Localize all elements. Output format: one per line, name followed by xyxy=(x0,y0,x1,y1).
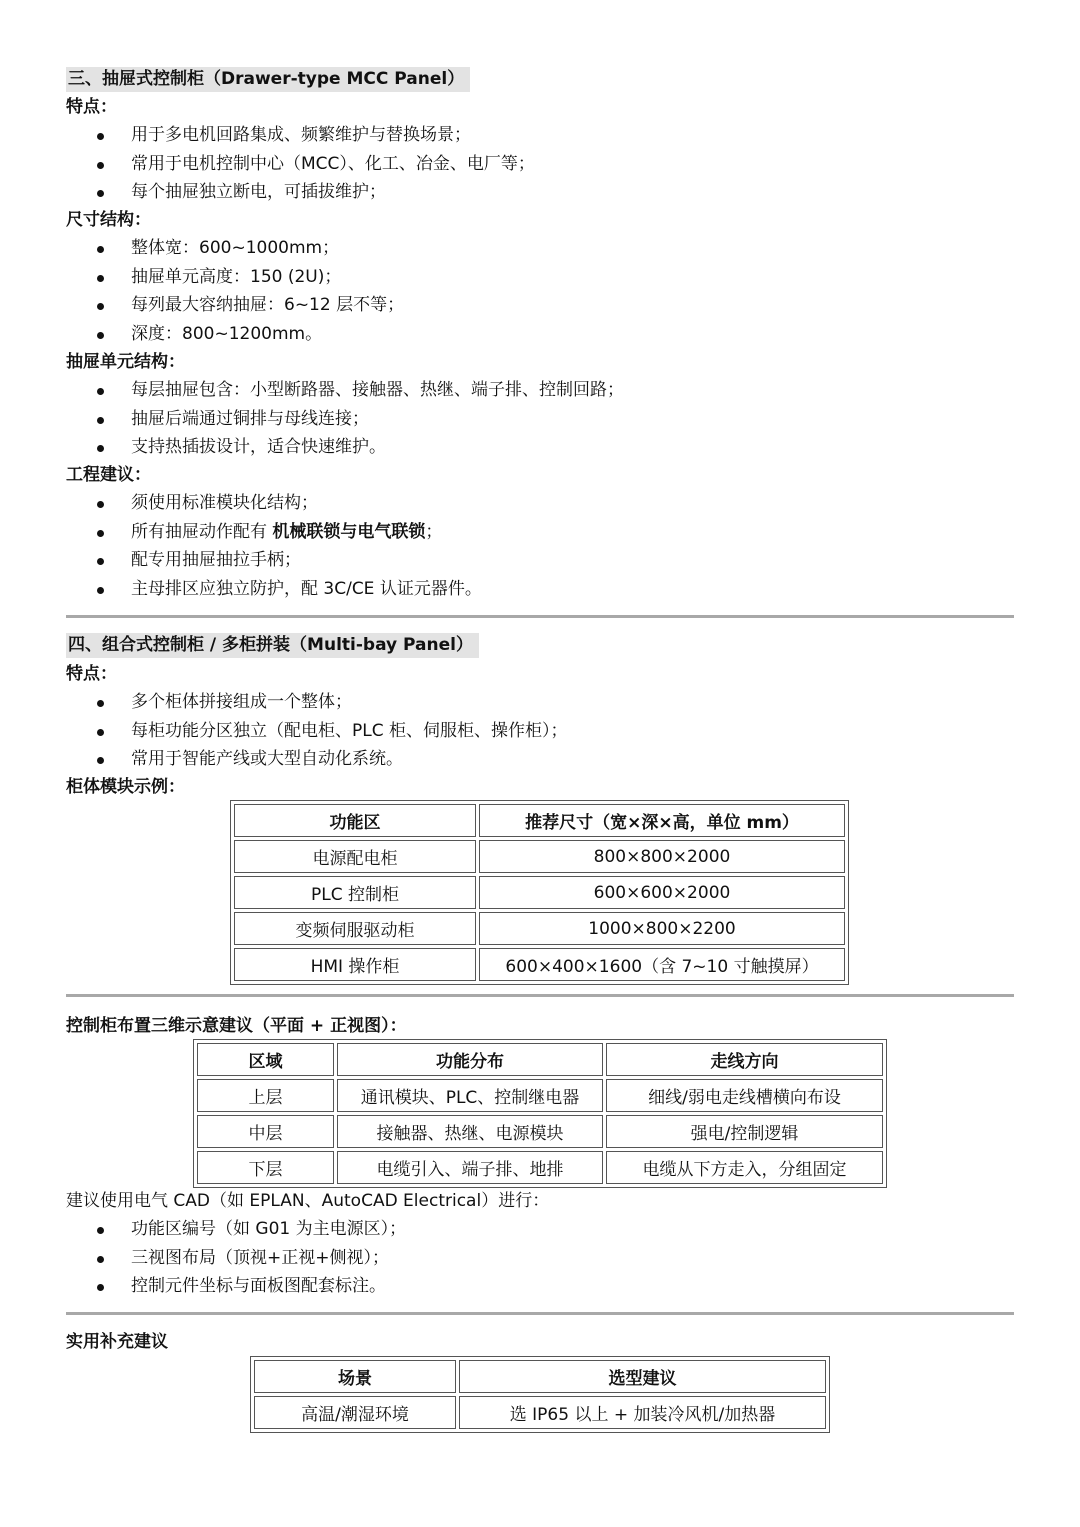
divider xyxy=(66,1312,1014,1315)
list-item: 每列最大容纳抽屉：6~12 层不等； xyxy=(0,291,404,320)
table-header-cell: 选型建议 xyxy=(459,1360,826,1393)
sec3-eng-label: 工程建议： xyxy=(66,465,151,485)
list-item: 整体宽：600~1000mm； xyxy=(0,234,404,263)
module-table xyxy=(230,800,849,985)
interlock-emphasis: 机械联锁与电气联锁 xyxy=(272,521,426,542)
layout3d-label: 控制柜布置三维示意建议（平面 + 正视图）： xyxy=(66,1016,407,1036)
table-cell: 800×800×2000 xyxy=(479,840,845,873)
bullet-icon xyxy=(97,729,104,736)
list-item: 须使用标准模块化结构； xyxy=(0,489,482,518)
bullet-icon xyxy=(97,757,104,764)
table-row xyxy=(254,1396,826,1429)
list-item: 抽屉单元高度：150 (2U)； xyxy=(0,263,404,292)
bullet-icon xyxy=(97,417,104,424)
table-header-cell: 功能分布 xyxy=(337,1043,603,1076)
table-row xyxy=(234,948,845,981)
table-header-cell: 区域 xyxy=(197,1043,334,1076)
bullet-icon xyxy=(97,190,104,197)
sec3-drawer-list xyxy=(0,376,624,462)
table-cell: 变频伺服驱动柜 xyxy=(234,912,476,945)
bullet-icon xyxy=(97,388,104,395)
sec3-features-label: 特点： xyxy=(66,97,117,117)
list-item: 每个抽屉独立断电，可插拔维护； xyxy=(0,178,535,207)
bullet-icon xyxy=(97,587,104,594)
list-item: 每柜功能分区独立（配电柜、PLC 柜、伺服柜、操作柜）； xyxy=(0,717,568,746)
list-item: 控制元件坐标与面板图配套标注。 xyxy=(0,1272,406,1301)
divider xyxy=(66,615,1014,618)
bullet-icon xyxy=(97,558,104,565)
list-item: 主母排区应独立防护，配 3C/CE 认证元器件。 xyxy=(0,575,482,604)
list-item: 多个柜体拼接组成一个整体； xyxy=(0,688,568,717)
sec3-features-list xyxy=(0,121,535,207)
divider xyxy=(66,994,1014,997)
table-cell: 选 IP65 以上 + 加装冷风机/加热器 xyxy=(459,1396,826,1429)
sec4-features-label: 特点： xyxy=(66,664,117,684)
list-item: 所有抽屉动作配有 机械联锁与电气联锁； xyxy=(0,518,482,547)
table-cell: 强电/控制逻辑 xyxy=(606,1115,883,1148)
table-cell: 600×600×2000 xyxy=(479,876,845,909)
bullet-icon xyxy=(97,332,104,339)
table-cell: 通讯模块、PLC、控制继电器 xyxy=(337,1079,603,1112)
bullet-icon xyxy=(97,1227,104,1234)
table-cell: 接触器、热继、电源模块 xyxy=(337,1115,603,1148)
sec3-eng-list xyxy=(0,489,482,603)
module-example-label: 柜体模块示例： xyxy=(66,777,185,797)
table-header-cell: 场景 xyxy=(254,1360,456,1393)
table-cell: 上层 xyxy=(197,1079,334,1112)
table-cell: 高温/潮湿环境 xyxy=(254,1396,456,1429)
list-item: 抽屉后端通过铜排与母线连接； xyxy=(0,405,624,434)
table-header-cell: 功能区 xyxy=(234,804,476,837)
table-row xyxy=(197,1151,883,1184)
list-item: 常用于电机控制中心（MCC）、化工、冶金、电厂等； xyxy=(0,150,535,179)
sec3-size-list xyxy=(0,234,404,348)
table-row xyxy=(197,1079,883,1112)
list-item: 每层抽屉包含：小型断路器、接触器、热继、端子排、控制回路； xyxy=(0,376,624,405)
bullet-icon xyxy=(97,246,104,253)
table-header-cell: 推荐尺寸（宽×深×高，单位 mm） xyxy=(479,804,845,837)
table-cell: PLC 控制柜 xyxy=(234,876,476,909)
list-item: 功能区编号（如 G01 为主电源区）； xyxy=(0,1215,406,1244)
layout-table xyxy=(193,1039,887,1188)
section-4-title: 四、组合式控制柜 / 多柜拼装（Multi-bay Panel） xyxy=(66,633,479,658)
table-row xyxy=(234,876,845,909)
table-cell: 600×400×1600（含 7~10 寸触摸屏） xyxy=(479,948,845,981)
table-cell: 下层 xyxy=(197,1151,334,1184)
sec4-features-list xyxy=(0,688,568,774)
bullet-icon xyxy=(97,445,104,452)
bullet-icon xyxy=(97,501,104,508)
table-cell: 中层 xyxy=(197,1115,334,1148)
list-item: 支持热插拔设计，适合快速维护。 xyxy=(0,433,624,462)
cad-note: 建议使用电气 CAD（如 EPLAN、AutoCAD Electrical）进行： xyxy=(66,1191,550,1211)
bullet-icon xyxy=(97,1284,104,1291)
table-header-row xyxy=(254,1360,826,1393)
list-item: 常用于智能产线或大型自动化系统。 xyxy=(0,745,568,774)
list-item: 三视图布局（顶视+正视+侧视）； xyxy=(0,1244,406,1273)
table-header-cell: 走线方向 xyxy=(606,1043,883,1076)
cad-list xyxy=(0,1215,406,1301)
table-cell: 电缆引入、端子排、地排 xyxy=(337,1151,603,1184)
bullet-icon xyxy=(97,133,104,140)
list-item: 深度：800~1200mm。 xyxy=(0,320,404,349)
sec3-size-label: 尺寸结构： xyxy=(66,210,151,230)
practical-label: 实用补充建议 xyxy=(66,1332,168,1352)
sec3-drawer-label: 抽屉单元结构： xyxy=(66,352,185,372)
table-cell: HMI 操作柜 xyxy=(234,948,476,981)
bullet-icon xyxy=(97,1256,104,1263)
table-header-row xyxy=(234,804,845,837)
table-row xyxy=(197,1115,883,1148)
table-row xyxy=(234,840,845,873)
bullet-icon xyxy=(97,530,104,537)
table-cell: 电源配电柜 xyxy=(234,840,476,873)
bullet-icon xyxy=(97,303,104,310)
section-3-title: 三、抽屉式控制柜（Drawer-type MCC Panel） xyxy=(66,67,470,92)
practical-table xyxy=(250,1356,830,1433)
bullet-icon xyxy=(97,162,104,169)
table-cell: 细线/弱电走线槽横向布设 xyxy=(606,1079,883,1112)
list-item: 配专用抽屉抽拉手柄； xyxy=(0,546,482,575)
table-cell: 电缆从下方走入，分组固定 xyxy=(606,1151,883,1184)
table-row xyxy=(234,912,845,945)
table-header-row xyxy=(197,1043,883,1076)
table-cell: 1000×800×2200 xyxy=(479,912,845,945)
bullet-icon xyxy=(97,275,104,282)
bullet-icon xyxy=(97,700,104,707)
list-item: 用于多电机回路集成、频繁维护与替换场景； xyxy=(0,121,535,150)
